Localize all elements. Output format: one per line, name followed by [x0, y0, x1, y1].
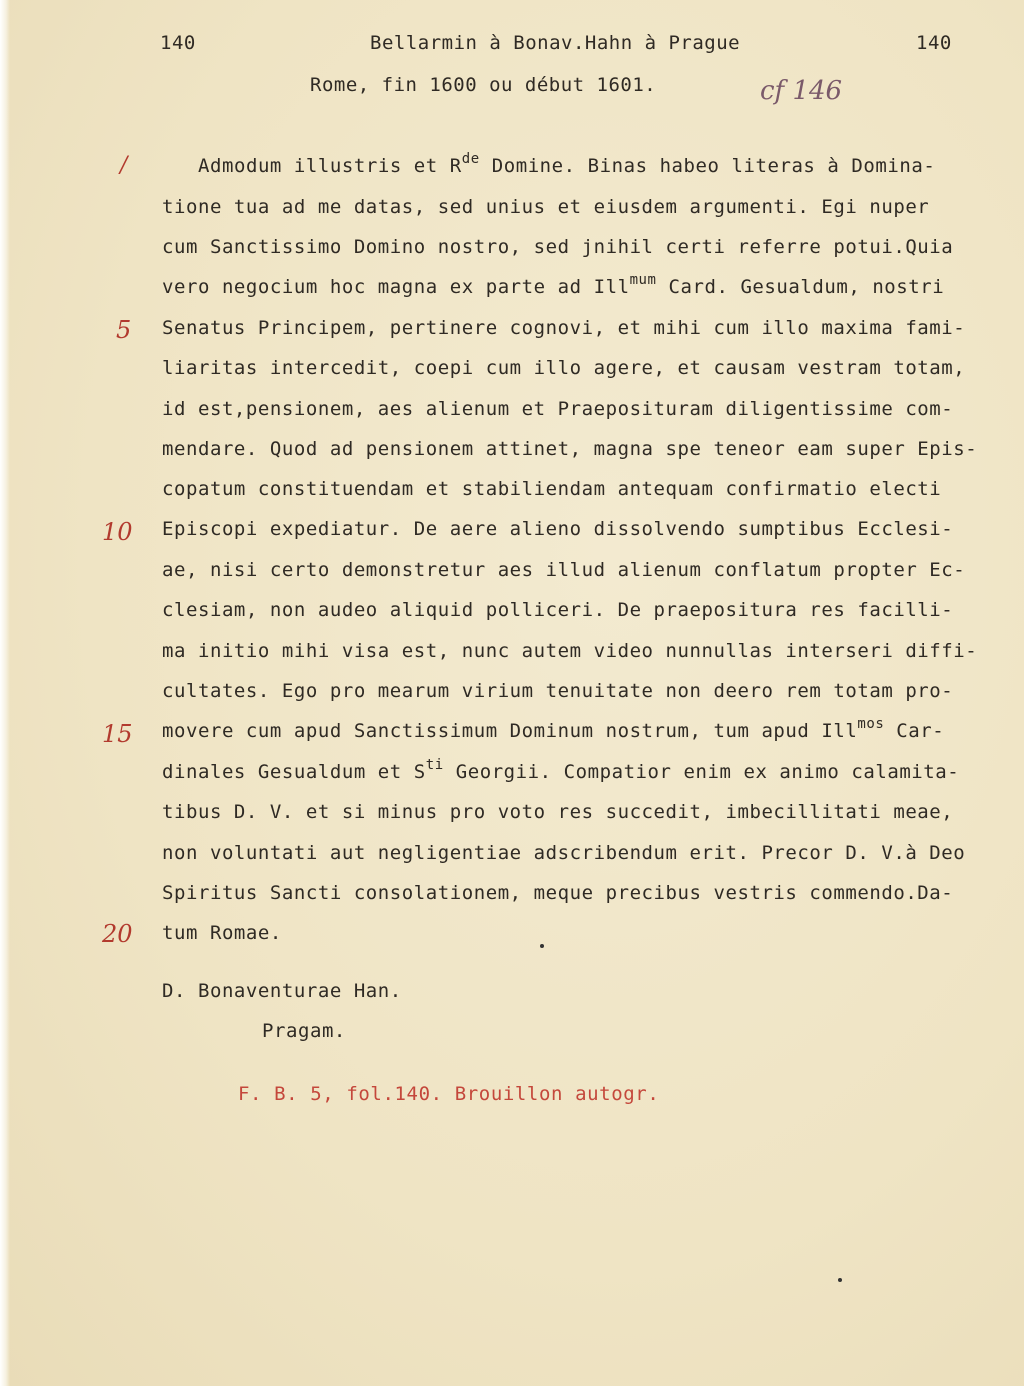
body-line: tum Romae. [162, 922, 282, 944]
body-line: id est,pensionem, aes alienum et Praeposituram diligentissime com- [162, 398, 954, 420]
line-number-15: 15 [102, 720, 133, 748]
page-edge [0, 0, 10, 1386]
body-line: cum Sanctissimo Domino nostro, sed jnihil certi referre potui.Quia [162, 236, 954, 258]
line-number-20: 20 [102, 920, 133, 948]
line-number-5: 5 [116, 316, 132, 344]
ink-speck [838, 1278, 842, 1282]
line-number-10: 10 [102, 518, 133, 546]
body-line: cultates. Ego pro mearum virium tenuitate non deero rem totam pro- [162, 680, 954, 702]
page-number-left: 140 [160, 32, 196, 54]
body-line: copatum constituendam et stabiliendam antequam confirmatio electi [162, 478, 942, 500]
handwritten-note: cf 146 [760, 76, 843, 106]
body-line: Spiritus Sancti consolationem, meque precibus vestris commendo.Da- [162, 882, 954, 904]
header-title: Bellarmin à Bonav.Hahn à Prague [370, 32, 741, 54]
body-line: mendare. Quod ad pensionem attinet, magna spe teneor eam super Epis- [162, 438, 978, 460]
archive-reference: F. B. 5, fol.140. Brouillon autogr. [238, 1083, 660, 1105]
line-number-1: / [120, 153, 128, 178]
body-line: clesiam, non audeo aliquid polliceri. De praepositura res facilli- [162, 599, 954, 621]
body-line: ae, nisi certo demonstretur aes illud alienum conflatum propter Ec- [162, 559, 966, 581]
body-line: Admodum illustris et $R^{de}$ Domine. Binas habeo literas à Domina- [198, 151, 936, 177]
date-line: Rome, fin 1600 ou début 1601. [310, 74, 657, 96]
body-line: tibus D. V. et si minus pro voto res succedit, imbecillitati meae, [162, 801, 954, 823]
body-line: liaritas intercedit, coepi cum illo agere, et causam vestram totam, [162, 357, 966, 379]
page-number-right: 140 [916, 32, 952, 54]
body-line: movere cum apud Sanctissimum Dominum nostrum, tum apud Ill$^{mos}$ Car- [162, 716, 945, 742]
body-line: ma initio mihi visa est, nunc autem video nunnullas interseri diffi- [162, 640, 978, 662]
body-line: Senatus Principem, pertinere cognovi, et mihi cum illo maxima fami- [162, 317, 966, 339]
ink-speck [540, 944, 544, 948]
body-line: vero negocium hoc magna ex parte ad Ill$^{mum}$ Card. Gesualdum, nostri [162, 272, 945, 298]
body-line: tione tua ad me datas, sed unius et eiusdem argumenti. Egi nuper [162, 196, 930, 218]
body-line: non voluntati aut negligentiae adscribendum erit. Precor D. V.à Deo [162, 842, 966, 864]
body-line: Episcopi expediatur. De aere alieno dissolvendo sumptibus Ecclesi- [162, 518, 954, 540]
body-line: dinales Gesualdum et $S^{ti}$ Georgii. Compatior enim ex animo calamita- [162, 757, 960, 783]
addressee-name: D. Bonaventurae Han. [162, 980, 402, 1002]
addressee-city: Pragam. [262, 1020, 346, 1042]
